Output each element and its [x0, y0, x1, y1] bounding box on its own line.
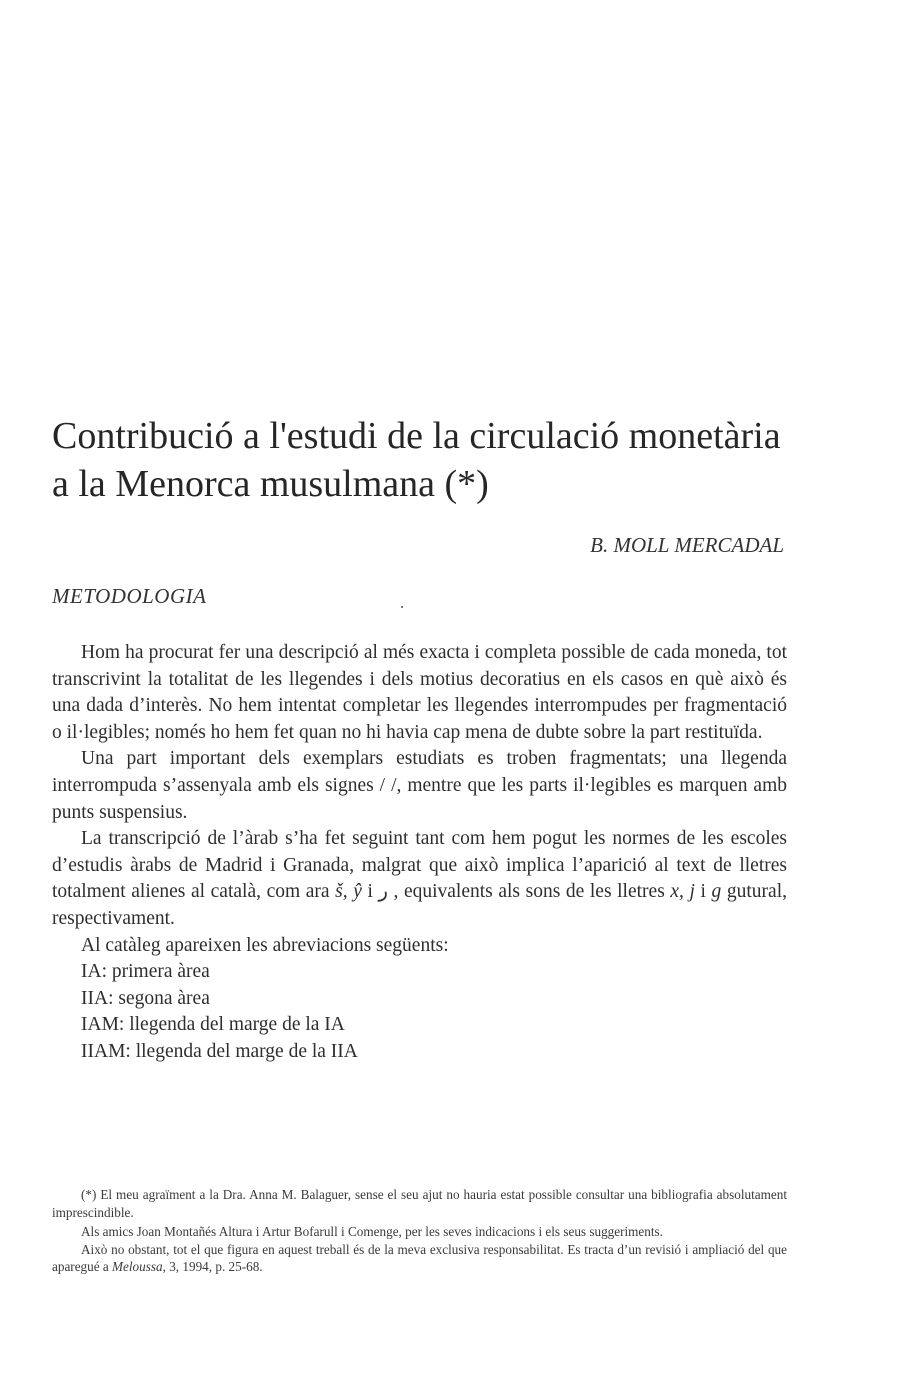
abbreviation-list	[52, 959, 787, 1065]
abbreviation-item: IAM: llegenda del marge de la IA	[81, 1014, 345, 1036]
footnote-3-text-b: , 3, 1994, p. 25-68.	[162, 1259, 263, 1274]
paragraph-3-text-a: La transcripció de l’àrab s’ha fet seguint tant com hem pogut les normes de les escoles d’estudis àrabs de Madrid i Granada, malgrat que això implica l’aparició al text de lletres totalment alienes al català, com ara	[52, 828, 787, 903]
footnote-2: Als amics Joan Montañés Altura i Artur Bofarull i Comenge, per les seves indicacions i els seus suggeriments.	[81, 1224, 663, 1239]
paragraph-4: Al catàleg apareixen les abreviacions següents:	[81, 934, 449, 956]
arabic-letter: ﺭ	[378, 881, 388, 903]
letters-x-j: x, j	[670, 881, 695, 903]
abbreviation-item: IIAM: llegenda del marge de la IIA	[81, 1040, 358, 1062]
body-text	[52, 640, 787, 1066]
paragraph-1: Hom ha procurat fer una descripció al més exacta i completa possible de cada moneda, tot transcrivint la totalitat de les llegendes i dels motius decoratius en els casos en què això és una dada d’interès. No hem intentat completar les llegendes interrompudes per fragmentació o il·legibles; només ho hem fet quan no hi havia cap mena de dubte sobre la part restituïda.	[52, 642, 787, 743]
paragraph-3-text-c: , equivalents als sons de les lletres	[387, 881, 671, 903]
footnote-3	[52, 1241, 787, 1276]
abbreviation-item: IIA: segona àrea	[81, 987, 210, 1009]
section-heading: METODOLOGIA	[52, 584, 207, 608]
journal-name: Meloussa	[112, 1259, 163, 1274]
letter-g: g	[711, 881, 722, 903]
abbreviation-item: IA: primera àrea	[81, 961, 210, 983]
footnotes	[52, 1186, 787, 1276]
title-line-1: Contribució a l'estudi de la circulació monetària	[52, 415, 781, 457]
paragraph-2: Una part important dels exemplars estudiats es troben fragmentats; una llegenda interrompuda s’assenyala amb els signes / /, mentre que les parts il·legibles es marquen amb punts suspensius.	[52, 748, 787, 823]
paragraph-3-text-d: i	[694, 881, 712, 903]
paragraph-3-text-b: i	[361, 881, 379, 903]
transliteration-chars: š, ŷ	[335, 881, 362, 903]
paragraph-3	[52, 826, 787, 932]
stray-dot	[401, 606, 403, 608]
footnote-1: (*) El meu agraïment a la Dra. Anna M. Balaguer, sense el seu ajut no hauria estat possible consultar una bibliografia absolutament imprescindible.	[52, 1187, 787, 1220]
paragraph-3-text-e: gutural, respectivament.	[52, 881, 788, 929]
footnote-3-text-a: Això no obstant, tot el que figura en aquest treball és de la meva exclusiva responsabilitat. Es tracta d’un revisió i ampliació del que aparegué a	[52, 1241, 787, 1274]
title-line-2: a la Menorca musulmana (*)	[52, 463, 489, 505]
author-name: B. MOLL MERCADAL	[590, 533, 784, 557]
article-title	[52, 412, 852, 508]
